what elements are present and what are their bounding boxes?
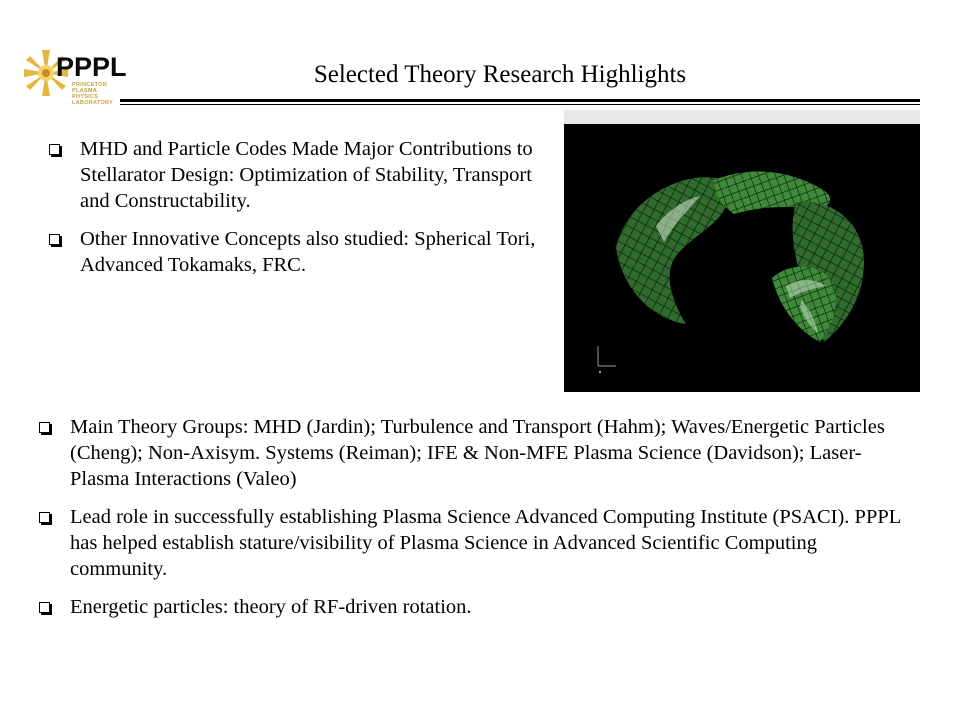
title-rule-thin	[120, 104, 920, 105]
checkbox-bullet-icon	[39, 422, 50, 433]
list-item: Energetic particles: theory of RF-driven rotation.	[34, 594, 904, 620]
list-item: Lead role in successfully establishing Plasma Science Advanced Computing Institute (PSACI). PPPL has helped establish stature/visibility of Plasma Science in Advanced Scientific Computing community.	[34, 504, 904, 582]
logo-text: PPPL	[56, 52, 127, 82]
page-title: Selected Theory Research Highlights	[313, 61, 687, 88]
top-bullet-list	[44, 136, 544, 290]
logo-subtitle: PRINCETON PLASMA PHYSICS LABORATORY	[72, 82, 114, 106]
list-item: Main Theory Groups: MHD (Jardin); Turbulence and Transport (Hahm); Waves/Energetic Particles (Cheng); Non-Axisym. Systems (Reiman); IFE & Non-MFE Plasma Science (Davidson); Laser-Plasma Interactions (Valeo)	[34, 414, 904, 492]
checkbox-bullet-icon	[39, 512, 50, 523]
list-item: Other Innovative Concepts also studied: Spherical Tori, Advanced Tokamaks, FRC.	[44, 226, 544, 278]
pppl-logo	[22, 48, 132, 106]
title-rule	[120, 99, 920, 102]
checkbox-bullet-icon	[39, 602, 50, 613]
list-item: MHD and Particle Codes Made Major Contributions to Stellarator Design: Optimization of Stability, Transport and Constructability.	[44, 136, 544, 214]
bottom-bullet-list	[34, 414, 904, 632]
checkbox-bullet-icon	[49, 234, 60, 245]
checkbox-bullet-icon	[49, 144, 60, 155]
stellarator-plasma-image	[564, 110, 920, 392]
